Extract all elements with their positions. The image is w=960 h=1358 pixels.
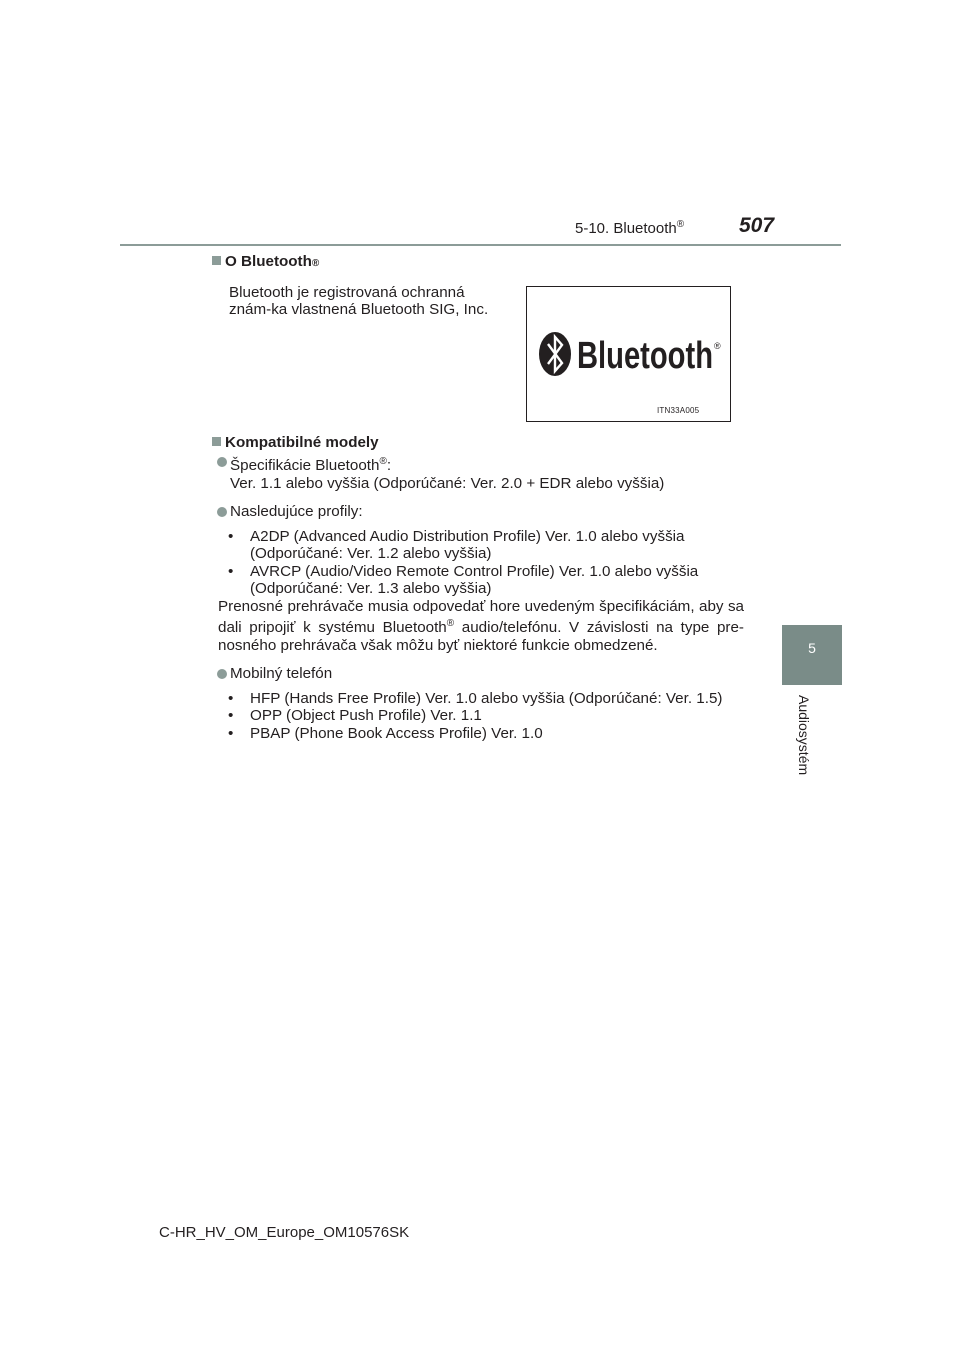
profile-list xyxy=(228,528,744,598)
section-compatible-models xyxy=(212,434,744,743)
section-heading: O Bluetooth ® xyxy=(212,253,744,273)
circle-bullet-icon xyxy=(217,457,227,467)
running-header xyxy=(575,219,684,237)
header-divider xyxy=(120,244,841,246)
logo-registered-mark: ® xyxy=(714,341,721,351)
chapter-label: Audiosystém xyxy=(796,695,812,776)
registered-mark: ® xyxy=(676,219,685,230)
list-item: • HFP (Hands Free Profile) Ver. 1.0 alebo vyššia (Odporúčané: Ver. 1.5) xyxy=(228,689,723,707)
logo-wordmark: Bluetooth xyxy=(577,335,713,377)
document-footer: C-HR_HV_OM_Europe_OM10576SK xyxy=(159,1224,410,1241)
compatibility-note: Prenosné prehrávače musia odpovedať hore uvedeným špecifikáciám, aby sa dali pripojiť k systému Bluetooth® audio/telefónu. V závislosti na type pre-nosného prehrávača však môžu byť niektoré funkcie obmedzené. xyxy=(218,597,744,654)
list-item: Mobilný telefón xyxy=(212,665,744,683)
list-item: • OPP (Object Push Profile) Ver. 1.1 xyxy=(228,707,482,725)
circle-bullet-icon xyxy=(217,507,227,517)
square-bullet-icon xyxy=(212,437,221,446)
list-item: Špecifikácie Bluetooth®: Ver. 1.1 alebo vyššia (Odporúčané: Ver. 2.0 + EDR alebo vyššia) xyxy=(212,453,744,492)
circle-bullet-icon xyxy=(217,669,227,679)
bluetooth-rune-icon xyxy=(539,332,571,376)
bluetooth-logo xyxy=(527,287,730,421)
square-bullet-icon xyxy=(212,256,221,265)
chapter-number: 5 xyxy=(808,640,816,656)
bluetooth-logo-figure xyxy=(526,286,731,422)
section-title: 5-10. Bluetooth xyxy=(575,220,677,237)
section-heading: Kompatibilné modely xyxy=(212,434,744,452)
phone-profile-list xyxy=(228,690,744,743)
list-item: • PBAP (Phone Book Access Profile) Ver. 1.0 xyxy=(228,724,543,742)
list-item: • A2DP (Advanced Audio Distribution Profile) Ver. 1.0 alebo vyššia (Odporúčané: Ver. 1.2 alebo vyššia) xyxy=(228,527,685,563)
list-item: Nasledujúce profily: xyxy=(212,503,744,521)
list-item: • AVRCP (Audio/Video Remote Control Profile) Ver. 1.0 alebo vyššia (Odporúčané: Ver. 1.3 alebo vyššia) xyxy=(228,562,699,598)
figure-id: ITN33A005 xyxy=(657,406,700,415)
page-number: 507 xyxy=(739,214,775,237)
trademark-paragraph: Bluetooth je registrovaná ochranná znám-ka vlastnená Bluetooth SIG, Inc. xyxy=(229,283,489,318)
